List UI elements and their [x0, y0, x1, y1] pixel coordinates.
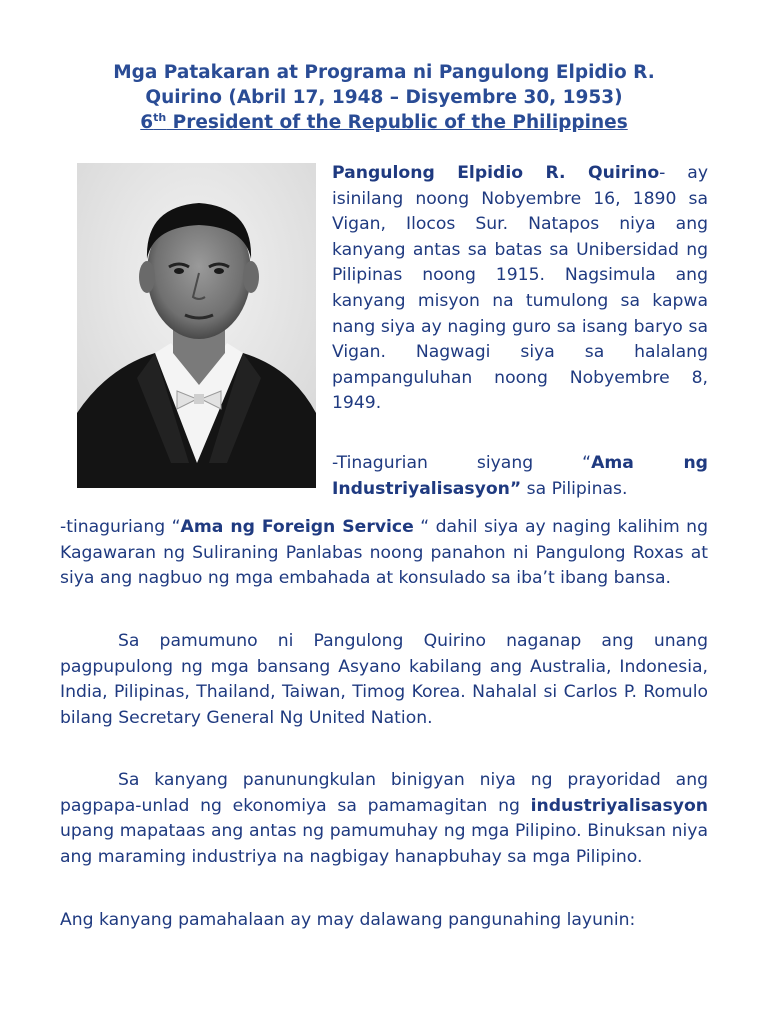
portrait-photo [77, 163, 316, 488]
industrialization-note [332, 451, 708, 502]
economy-paragraph [60, 768, 708, 870]
objectives-paragraph: Ang kanyang pamahalaan ay may dalawang pangunahing layunin: [60, 910, 636, 930]
document-title [60, 60, 708, 135]
title-ordinal: 6 [140, 112, 154, 133]
title-ordinal-suffix: th [153, 110, 167, 124]
biography-paragraph [332, 161, 708, 417]
foreign-service-text: “ dahil siya ay naging kalihim ng Kagawaran ng Suliraning Panlabas noong panahon ni Pangulong Roxas at siya ang nagbuo ng mga embahada at konsulado sa iba’t ibang bansa. [60, 517, 708, 589]
foreign-service-prefix: -tinaguriang “ [60, 517, 181, 537]
foreign-service-paragraph [60, 515, 708, 592]
industrialization-title: Ama ng Industriyalisasyon” [332, 453, 708, 499]
president-name: Pangulong Elpidio R. Quirino [332, 163, 660, 183]
foreign-service-title: Ama ng Foreign Service [180, 517, 414, 537]
asian-conference-paragraph: Sa pamumuno ni Pangulong Quirino naganap ang unang pagpupulong ng mga bansang Asyano kabilang ang Australia, Indonesia, India, Pilipinas, Thailand, Taiwan, Timog Korea. Nahalal si Carlos P. Romulo bilang Secretary General Ng United Nation. [60, 631, 708, 728]
industrialization-suffix: sa Pilipinas. [521, 478, 628, 499]
title-line-3-rest: President of the Republic of the Philippines [166, 112, 628, 133]
title-line-1: Mga Patakaran at Programa ni Pangulong Elpidio R. [113, 62, 655, 83]
industrialization-prefix: -Tinagurian siyang “ [332, 453, 592, 473]
economy-text-end: upang mapataas ang antas ng pamumuhay ng mga Pilipino. Binuksan niya ang maraming industriya na nagbigay hanapbuhay sa mga Pilipino. [60, 821, 708, 867]
title-line-3 [60, 110, 708, 135]
economy-text-start: Sa kanyang panunungkulan binigyan niya ng prayoridad ang pagpapa-unlad ng ekonomiya sa pamamagitan ng [60, 770, 708, 816]
economy-keyword: industriyalisasyon [530, 795, 708, 816]
biography-text: - ay isinilang noong Nobyembre 16, 1890 sa Vigan, Ilocos Sur. Natapos niya ang kanyang antas sa batas sa Unibersidad ng Pilipinas noong 1915. Nagsimula ang kanyang misyon na tumulong sa kapwa nang siya ay naging guro sa isang baryo sa Vigan. Nagwagi siya sa halalang pampanguluhan noong Nobyembre 8, 1949. [332, 163, 708, 414]
title-line-2: Quirino (Abril 17, 1948 – Disyembre 30, 1953) [145, 87, 623, 108]
